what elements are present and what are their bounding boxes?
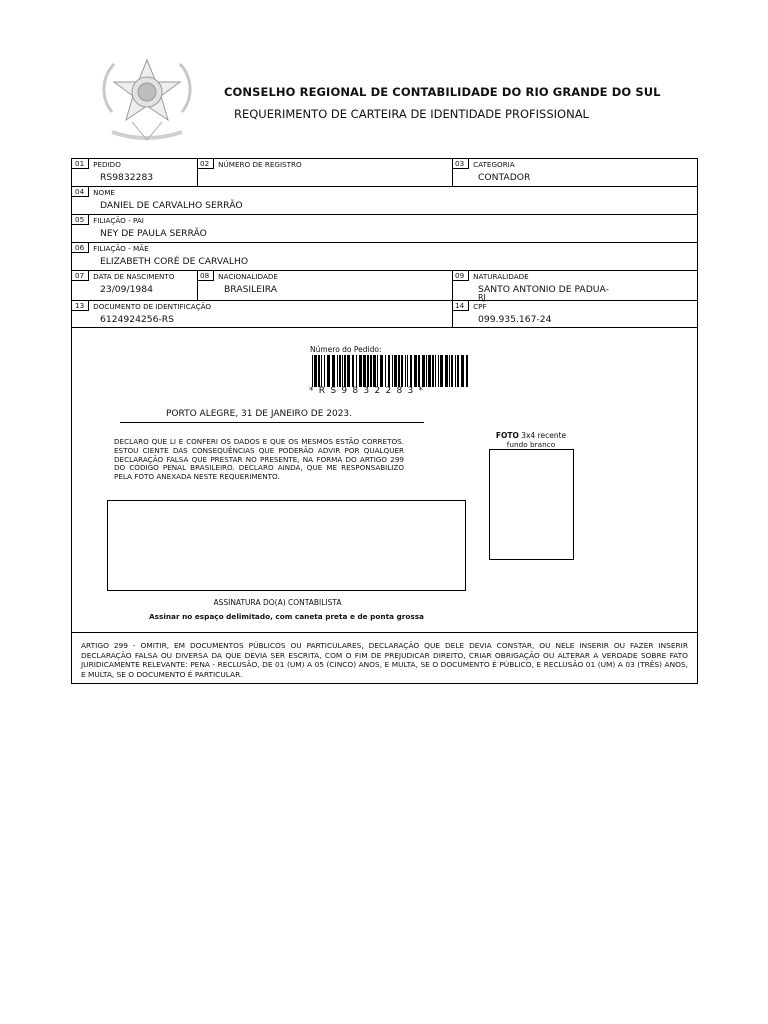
barcode-bar xyxy=(321,355,322,387)
barcode-bar xyxy=(392,355,393,387)
barcode-bar xyxy=(324,355,325,387)
barcode-bar xyxy=(449,355,450,387)
barcode-bar xyxy=(426,355,427,387)
naturalidade-value: SANTO ANTONIO DE PADUA- xyxy=(478,284,609,295)
pedido-value: RS9832283 xyxy=(100,172,154,183)
barcode-bar xyxy=(451,355,453,387)
barcode-bar xyxy=(394,355,397,387)
barcode-bar xyxy=(438,355,439,387)
barcode-label: Número do Pedido: xyxy=(310,345,382,354)
nome-label: 04 NOME xyxy=(72,187,115,197)
barcode-bar xyxy=(347,355,350,387)
barcode xyxy=(312,355,468,387)
naturalidade-value-overflow: RJ xyxy=(478,293,486,302)
pai-value: NEY DE PAULA SERRÃO xyxy=(100,228,207,239)
barcode-bar xyxy=(445,355,448,387)
barcode-bar xyxy=(337,355,338,387)
nascimento-label: 07 DATA DE NASCIMENTO xyxy=(72,271,174,281)
place-date-underline xyxy=(120,422,424,423)
barcode-bar xyxy=(312,355,313,387)
barcode-bar xyxy=(314,355,317,387)
barcode-text: *RS9832283* xyxy=(309,386,429,396)
barcode-bar xyxy=(410,355,412,387)
barcode-bar xyxy=(422,355,425,387)
barcode-bar xyxy=(440,355,443,387)
nascimento-value: 23/09/1984 xyxy=(100,284,153,295)
nome-value: DANIEL DE CARVALHO SERRÃO xyxy=(100,200,243,211)
barcode-bar xyxy=(344,355,346,387)
place-date: PORTO ALEGRE, 31 DE JANEIRO DE 2023. xyxy=(166,409,353,419)
photo-subtitle: fundo branco xyxy=(506,440,556,449)
registro-label: 02 NÚMERO DE REGISTRO xyxy=(197,159,302,169)
barcode-bar xyxy=(407,355,408,387)
pedido-label: 01 PEDIDO xyxy=(72,159,121,169)
barcode-bar xyxy=(327,355,330,387)
barcode-bar xyxy=(457,355,459,387)
barcode-bar xyxy=(435,355,436,387)
barcode-bar xyxy=(401,355,403,387)
documento-label: 13 DOCUMENTO DE IDENTIFICAÇÃO xyxy=(72,301,211,311)
barcode-bar xyxy=(455,355,456,387)
barcode-bar xyxy=(377,355,378,387)
barcode-bar xyxy=(373,355,376,387)
barcode-bar xyxy=(356,355,357,387)
barcode-bar xyxy=(388,355,390,387)
barcode-bar xyxy=(342,355,343,387)
cpf-label: 14 CPF xyxy=(452,301,487,311)
nacionalidade-label: 08 NACIONALIDADE xyxy=(197,271,278,281)
barcode-bar xyxy=(418,355,420,387)
signature-note: Assinar no espaço delimitado, com caneta preta e de ponta grossa xyxy=(149,612,424,621)
documento-value: 6124924256-RS xyxy=(100,314,174,325)
naturalidade-label: 09 NATURALIDADE xyxy=(452,271,529,281)
barcode-bar xyxy=(352,355,354,387)
page-title: CONSELHO REGIONAL DE CONTABILIDADE DO RIO GRANDE DO SUL xyxy=(224,85,661,99)
barcode-bar xyxy=(405,355,406,387)
barcode-bar xyxy=(385,355,386,387)
barcode-bar xyxy=(318,355,320,387)
barcode-bar xyxy=(466,355,468,387)
barcode-bar xyxy=(363,355,366,387)
barcode-bar xyxy=(332,355,335,387)
barcode-bar xyxy=(370,355,372,387)
nacionalidade-value: BRASILEIRA xyxy=(224,284,278,295)
barcode-bar xyxy=(359,355,362,387)
categoria-label: 03 CATEGORIA xyxy=(452,159,515,169)
photo-box[interactable] xyxy=(489,449,574,560)
barcode-bar xyxy=(380,355,383,387)
signature-label: ASSINATURA DO(A) CONTABILISTA xyxy=(213,598,342,607)
barcode-bar xyxy=(398,355,400,387)
coat-of-arms-icon xyxy=(92,52,202,150)
page-subtitle: REQUERIMENTO DE CARTEIRA DE IDENTIDADE PROFISSIONAL xyxy=(234,107,589,121)
mae-value: ELIZABETH CORÉ DE CARVALHO xyxy=(100,256,249,267)
barcode-bar xyxy=(432,355,434,387)
article-299-text: ARTIGO 299 - OMITIR, EM DOCUMENTOS PÚBLICOS OU PARTICULARES, DECLARAÇÃO QUE DELE DEVIA CONSTAR, OU NELE INSERIR OU FAZER INSERIR DECLARAÇÃO FALSA OU DIVERSA DA QUE DEVIA SER ESCRITA, COM O FIM DE PREJUDICAR DIREITO, CRIAR OBRIGAÇÃO OU ALTERAR A VERDADE SOBRE FATO JURIDICAMENTE RELEVANTE: PENA - RECLUSÃO, DE 01 (UM) A 05 (CINCO) ANOS, E MULTA, SE O DOCUMENTO É PÚBLICO, E RECLUSÃO 01 (UM) A 03 (TRÊS) ANOS, E MULTA, SE O DOCUMENTO É PARTICULAR. xyxy=(81,641,688,680)
barcode-bar xyxy=(367,355,369,387)
barcode-bar xyxy=(428,355,431,387)
photo-title: FOTO 3x4 recente xyxy=(495,431,567,440)
categoria-value: CONTADOR xyxy=(478,172,531,183)
mae-label: 06 FILIAÇÃO - MÃE xyxy=(72,243,149,253)
barcode-bar xyxy=(414,355,417,387)
declaration-text: DECLARO QUE LI E CONFERI OS DADOS E QUE OS MESMOS ESTÃO CORRETOS. ESTOU CIENTE DAS CONSEQUÊNCIAS QUE PODERÃO ADVIR POR QUALQUER DECLARAÇÃO FALSA QUE PRESTAR NO PRESENTE, NA FORMA DO ARTIGO 299 DO CÓDIGO PENAL BRASILEIRO. DECLARO AINDA, QUE ME RESPONSABILIZO PELA FOTO ANEXADA NESTE REQUERIMENTO. xyxy=(114,437,404,482)
signature-box[interactable] xyxy=(107,500,466,591)
barcode-bar xyxy=(461,355,464,387)
pai-label: 05 FILIAÇÃO - PAI xyxy=(72,215,144,225)
barcode-bar xyxy=(339,355,341,387)
cpf-value: 099.935.167-24 xyxy=(478,314,552,325)
